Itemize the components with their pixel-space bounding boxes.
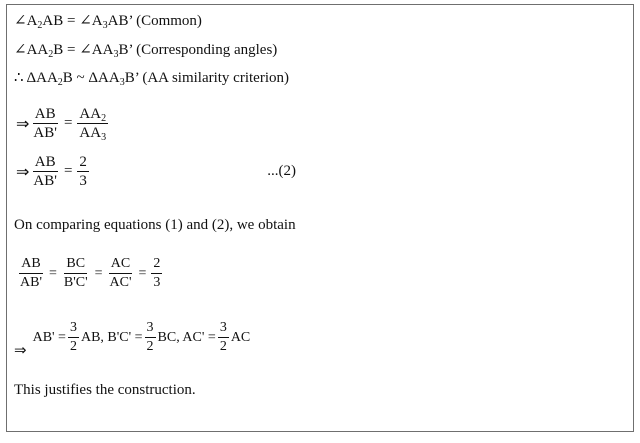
numerator: 2 bbox=[151, 256, 162, 274]
numerator: 3 bbox=[218, 320, 229, 338]
text: AA bbox=[79, 106, 102, 122]
numerator: AB bbox=[34, 154, 56, 170]
numerator: AC bbox=[109, 256, 132, 274]
subscript: 2 bbox=[48, 49, 54, 60]
equals-sign: = bbox=[63, 115, 73, 131]
text: B’ (AA similarity criterion) bbox=[124, 70, 289, 86]
text: AA bbox=[79, 125, 102, 141]
numerator bbox=[77, 106, 108, 124]
denominator: AB' bbox=[20, 275, 42, 290]
fraction bbox=[62, 256, 90, 291]
subscript: 3 bbox=[119, 77, 125, 88]
text: AC bbox=[230, 329, 251, 345]
fraction bbox=[31, 154, 59, 189]
implies-symbol: ⇒ bbox=[16, 115, 30, 133]
fraction bbox=[77, 106, 108, 141]
denominator: AB' bbox=[33, 173, 57, 189]
equation-scaled-sides bbox=[14, 320, 251, 359]
compare-text: On comparing equations (1) and (2), we obtain bbox=[14, 217, 296, 233]
denominator: 2 bbox=[146, 339, 154, 354]
text: ∠AA bbox=[14, 42, 49, 58]
denominator: AB' bbox=[33, 125, 57, 141]
subscript: 3 bbox=[101, 132, 107, 143]
text: BC, AC' = bbox=[157, 329, 216, 345]
fraction bbox=[151, 256, 162, 291]
equation-ratio-two-thirds bbox=[16, 154, 296, 189]
text: ∠A bbox=[14, 13, 38, 29]
conclusion-text: This justifies the construction. bbox=[14, 382, 196, 398]
fraction bbox=[18, 256, 44, 291]
equals-sign: = bbox=[138, 265, 147, 281]
text: AB = ∠A bbox=[42, 13, 103, 29]
statement-corresponding-angles bbox=[14, 41, 277, 59]
numerator: 3 bbox=[145, 320, 156, 338]
denominator: B'C' bbox=[63, 275, 88, 290]
denominator: 2 bbox=[219, 339, 227, 354]
equals-sign: = bbox=[94, 265, 103, 281]
subscript: 2 bbox=[57, 77, 63, 88]
fraction bbox=[31, 106, 59, 141]
fraction bbox=[77, 154, 89, 189]
text: B = ∠AA bbox=[53, 42, 114, 58]
numerator: 2 bbox=[79, 154, 87, 170]
subscript: 3 bbox=[102, 20, 108, 31]
denominator: 3 bbox=[79, 173, 87, 189]
denominator: AC' bbox=[109, 275, 132, 290]
text: B’ (Corresponding angles) bbox=[118, 42, 278, 58]
text: AB, B'C' = bbox=[80, 329, 143, 345]
implies-symbol: ⇒ bbox=[16, 163, 30, 181]
implies-symbol: ⇒ bbox=[14, 343, 27, 359]
equals-sign: = bbox=[63, 163, 73, 179]
equation-ratio-aa bbox=[16, 106, 110, 141]
text: AB' = bbox=[32, 329, 66, 345]
denominator: 2 bbox=[69, 339, 77, 354]
text: B ~ ΔAA bbox=[62, 70, 120, 86]
denominator bbox=[77, 124, 108, 141]
equation-number: ...(2) bbox=[267, 163, 296, 179]
text: ∴ ΔAA bbox=[14, 70, 58, 86]
equation-proportion bbox=[16, 256, 164, 291]
numerator: AB bbox=[19, 256, 42, 274]
numerator: BC bbox=[64, 256, 87, 274]
text: AB’ (Common) bbox=[107, 13, 202, 29]
numerator: AB bbox=[34, 106, 56, 122]
subscript: 3 bbox=[113, 49, 119, 60]
statement-similarity bbox=[14, 69, 289, 87]
fraction bbox=[108, 256, 134, 291]
subscript: 2 bbox=[37, 20, 43, 31]
fraction bbox=[145, 320, 156, 355]
fraction bbox=[218, 320, 229, 355]
numerator: 3 bbox=[68, 320, 79, 338]
fraction bbox=[68, 320, 79, 355]
denominator: 3 bbox=[153, 275, 161, 290]
subscript: 2 bbox=[101, 113, 107, 124]
equals-sign: = bbox=[48, 265, 57, 281]
statement-common-angle bbox=[14, 12, 202, 30]
